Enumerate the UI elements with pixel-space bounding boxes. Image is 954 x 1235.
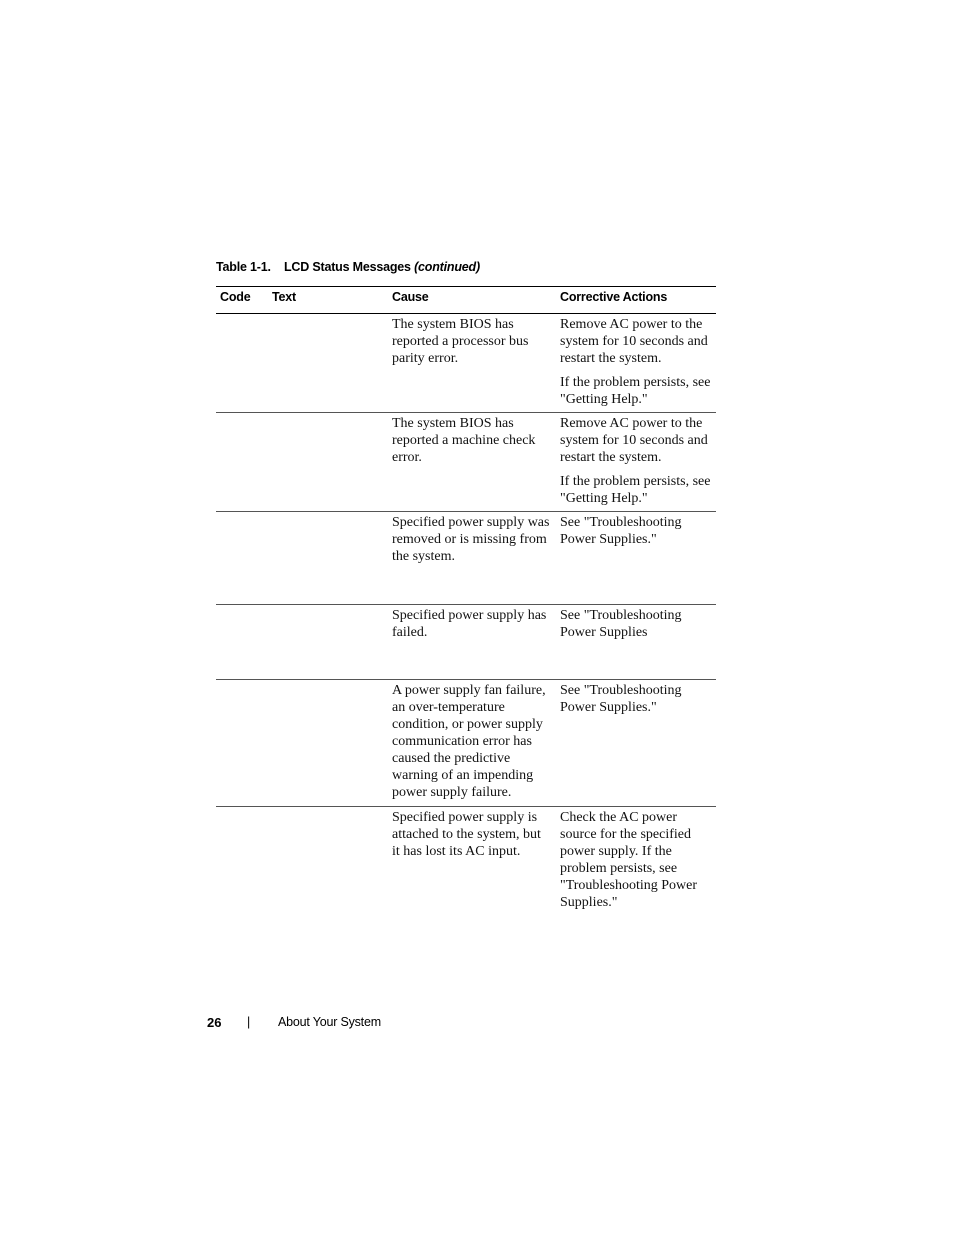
header-code: Code [216,287,268,314]
action-cell [556,807,716,917]
code-cell [216,807,268,917]
page-footer [207,1015,381,1030]
table-caption [216,260,480,274]
action-step: See "Troubleshooting Power Supplies." [560,515,682,547]
lcd-status-messages-table [216,286,716,917]
text-cell [268,413,392,512]
footer-section-title: About Your System [278,1015,381,1029]
text-cell [268,680,392,807]
table-row [216,314,716,413]
table-title: LCD Status Messages [284,260,411,274]
code-cell [216,512,268,605]
cause-cell: The system BIOS has reported a processor bus parity error. [392,314,556,413]
header-corrective-actions: Corrective Actions [556,287,716,314]
action-cell [556,314,716,413]
code-cell [216,314,268,413]
table-number: Table 1-1. [216,260,271,274]
action-step: Check the AC power source for the specified power supply. If the problem persists, see "Troubleshooting Power Supplies." [560,810,698,910]
code-cell [216,605,268,680]
cause-cell: The system BIOS has reported a machine check error. [392,413,556,512]
cause-cell: Specified power supply is attached to the system, but it has lost its AC input. [392,810,541,859]
table-row [216,512,716,605]
action-step: Remove AC power to the system for 10 seconds and restart the system. [560,317,708,366]
table-row [216,605,716,680]
action-cell [556,512,716,605]
footer-separator: | [247,1015,251,1029]
cause-cell: A power supply fan failure, an over-temperature condition, or power supply communication error has caused the predictive warning of an impending power supply failure. [392,680,556,807]
table-row [216,807,716,917]
cause-cell: Specified power supply has failed. [392,605,556,680]
header-text: Text [268,287,392,314]
action-step: If the problem persists, see "Getting Help." [560,375,711,407]
action-cell [556,605,716,680]
code-cell [216,680,268,807]
action-step: If the problem persists, see "Getting Help." [560,474,711,506]
action-step: See "Troubleshooting Power Supplies [560,608,682,640]
code-cell [216,413,268,512]
action-step: Remove AC power to the system for 10 seconds and restart the system. [560,416,708,465]
page-number: 26 [207,1015,222,1030]
text-cell [268,314,392,413]
action-cell [556,680,716,807]
action-cell [556,413,716,512]
header-cause: Cause [392,287,556,314]
table-row [216,413,716,512]
table-row [216,680,716,807]
text-cell [268,512,392,605]
action-step: See "Troubleshooting Power Supplies." [560,683,682,715]
text-cell [268,807,392,917]
text-cell [268,605,392,680]
cause-cell: Specified power supply was removed or is missing from the system. [392,512,556,605]
table-continued-label: (continued) [414,260,480,274]
table-header-row [216,287,716,314]
